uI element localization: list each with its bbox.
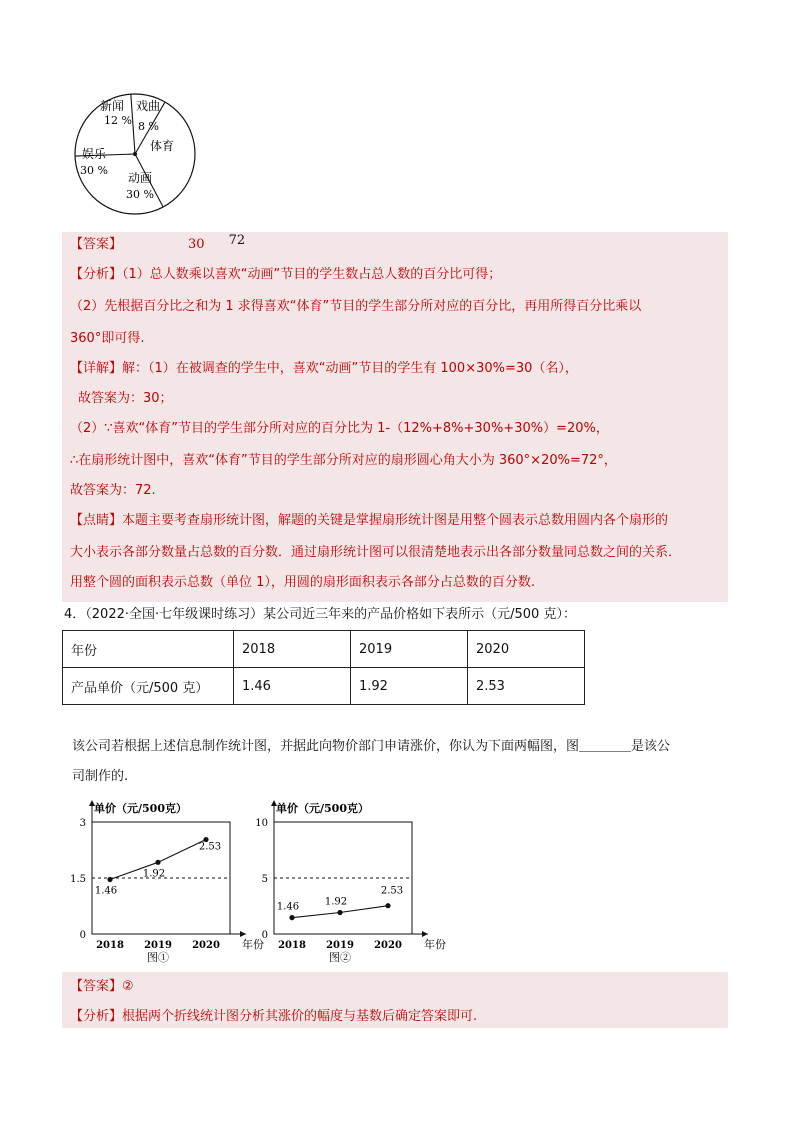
answer-value-1: 30 — [188, 237, 205, 252]
y-tick-label: 0 — [261, 930, 268, 941]
q3-detail-5: 故答案为：72. — [70, 483, 156, 498]
q4-stem: 4．（2022·全国·七年级课时练习）某公司近三年来的产品价格如下表所示（元/500 克）： — [64, 607, 576, 622]
data-point — [155, 860, 160, 865]
analysis-text-1: （1）总人数乘以喜欢“动画”节目的学生数占总人数的百分比可得； — [122, 267, 502, 282]
chart-1-marks — [70, 800, 264, 964]
x-tick-label: 2018 — [278, 940, 306, 951]
pie-pct-anim: 30 % — [126, 188, 154, 201]
x-axis-arrow — [422, 931, 428, 937]
pie-label-opera: 戏曲 — [136, 99, 161, 113]
x-axis-arrow — [240, 931, 246, 937]
y-axis-label: 单价（元/500克） — [276, 802, 369, 815]
question-text-1: 该公司若根据上述信息制作统计图，并据此向物价部门申请涨价，你认为下面两幅图，图 — [72, 739, 580, 754]
note-tag: 【点睛】 — [70, 513, 123, 528]
table-cell: 2018 — [234, 631, 351, 668]
x-axis-label: 年份 — [242, 938, 264, 951]
pie-label-sports: 体育 — [150, 139, 175, 153]
y-tick-label: 10 — [255, 818, 268, 829]
q3-detail-4: ∴在扇形统计图中，喜欢“体育”节目的学生部分所对应的扇形圆心角大小为 360°×20%=72°， — [70, 453, 617, 468]
analysis-text: 根据两个折线统计图分析其涨价的幅度与基数后确定答案即可. — [122, 1009, 478, 1024]
q3-analysis-3: 360°即可得. — [70, 331, 145, 346]
y-tick-label: 0 — [79, 930, 86, 941]
pie-pct-ent: 30 % — [80, 164, 108, 177]
detail-text-1: 解：（1）在被调查的学生中，喜欢“动画”节目的学生有 100×30%=30（名）， — [122, 361, 578, 376]
pie-label-anim: 动画 — [128, 171, 153, 185]
data-label: 2.53 — [198, 841, 222, 853]
table-row — [63, 631, 585, 668]
table-row — [63, 668, 585, 705]
data-label: 2.53 — [380, 885, 404, 897]
answer-value-2: 72 — [228, 233, 246, 248]
data-point — [289, 915, 294, 920]
q3-note-2: 大小表示各部分数量占总数的百分数．通过扇形统计图可以很清楚地表示出各部分数量同总数之间的关系． — [70, 545, 682, 560]
q3-detail-1 — [70, 360, 578, 378]
data-label: 1.92 — [324, 896, 348, 908]
answer-tag: 【答案】 — [70, 979, 123, 994]
answer-value: ② — [122, 979, 134, 994]
table-cell: 年份 — [63, 631, 234, 668]
q3-answer-line — [70, 233, 246, 254]
q3-note-3: 用整个圆的面积表示总数（单位 1），用圆的扇形面积表示各部分占总数的百分数. — [70, 575, 536, 590]
line-chart-2 — [252, 792, 452, 964]
price-table — [62, 630, 585, 705]
pie-pct-news: 12 % — [104, 114, 132, 127]
question-text-1-end: 是该公 — [631, 739, 671, 754]
pie-label-ent: 娱乐 — [82, 147, 107, 161]
q4-analysis-line — [70, 1008, 477, 1026]
chart-caption: 图① — [147, 951, 169, 964]
line-chart-1 — [70, 792, 270, 964]
q4-question-line-1 — [72, 738, 670, 756]
y-tick-label: 1.5 — [70, 874, 86, 885]
x-tick-label: 2020 — [374, 940, 402, 951]
y-tick-label: 5 — [261, 874, 268, 885]
x-axis-label: 年份 — [424, 938, 446, 951]
y-tick-label: 3 — [79, 818, 86, 829]
data-point — [337, 910, 342, 915]
pie-pct-opera: 8 % — [138, 120, 159, 133]
answer-blank: ＿＿＿＿ — [579, 739, 632, 754]
table-cell: 产品单价（元/500 克） — [63, 668, 234, 705]
x-tick-label: 2020 — [192, 940, 220, 951]
data-label: 1.46 — [276, 901, 300, 913]
data-label: 1.92 — [142, 868, 166, 880]
q4-question-line-2: 司制作的. — [72, 769, 129, 784]
q3-analysis-2: （2）先根据百分比之和为 1 求得喜欢“体育”节目的学生部分所对应的百分比，再用所得百分比乘以 — [70, 299, 642, 314]
q3-detail-2: 故答案为：30； — [78, 391, 173, 406]
q3-detail-3: （2）∵喜欢“体育”节目的学生部分所对应的百分比为 1-（12%+8%+30%+30%）=20%， — [70, 421, 609, 436]
data-point — [107, 877, 112, 882]
pie-label-news: 新闻 — [100, 99, 125, 113]
answer-tag: 【答案】 — [70, 237, 123, 252]
table-cell: 1.92 — [351, 668, 468, 705]
q3-analysis-1 — [70, 266, 501, 284]
q3-note-1 — [70, 512, 668, 530]
chart-2-marks — [255, 800, 446, 964]
data-label: 1.46 — [94, 885, 118, 897]
x-tick-label: 2019 — [326, 940, 354, 951]
q4-answer-line — [70, 978, 134, 996]
analysis-tag: 【分析】 — [70, 267, 123, 282]
chart-caption: 图② — [329, 951, 351, 964]
pie-chart — [70, 92, 202, 216]
table-cell: 2019 — [351, 631, 468, 668]
analysis-tag: 【分析】 — [70, 1009, 123, 1024]
detail-tag: 【详解】 — [70, 361, 123, 376]
x-tick-label: 2019 — [144, 940, 172, 951]
table-cell: 2.53 — [468, 668, 585, 705]
table-cell: 1.46 — [234, 668, 351, 705]
note-text-1: 本题主要考查扇形统计图，解题的关键是掌握扇形统计图是用整个圆表示总数用圆内各个扇形的 — [122, 513, 669, 528]
y-axis-label: 单价（元/500克） — [94, 802, 187, 815]
pie-center-dot — [133, 152, 137, 156]
table-cell: 2020 — [468, 631, 585, 668]
data-point — [385, 903, 390, 908]
x-tick-label: 2018 — [96, 940, 124, 951]
